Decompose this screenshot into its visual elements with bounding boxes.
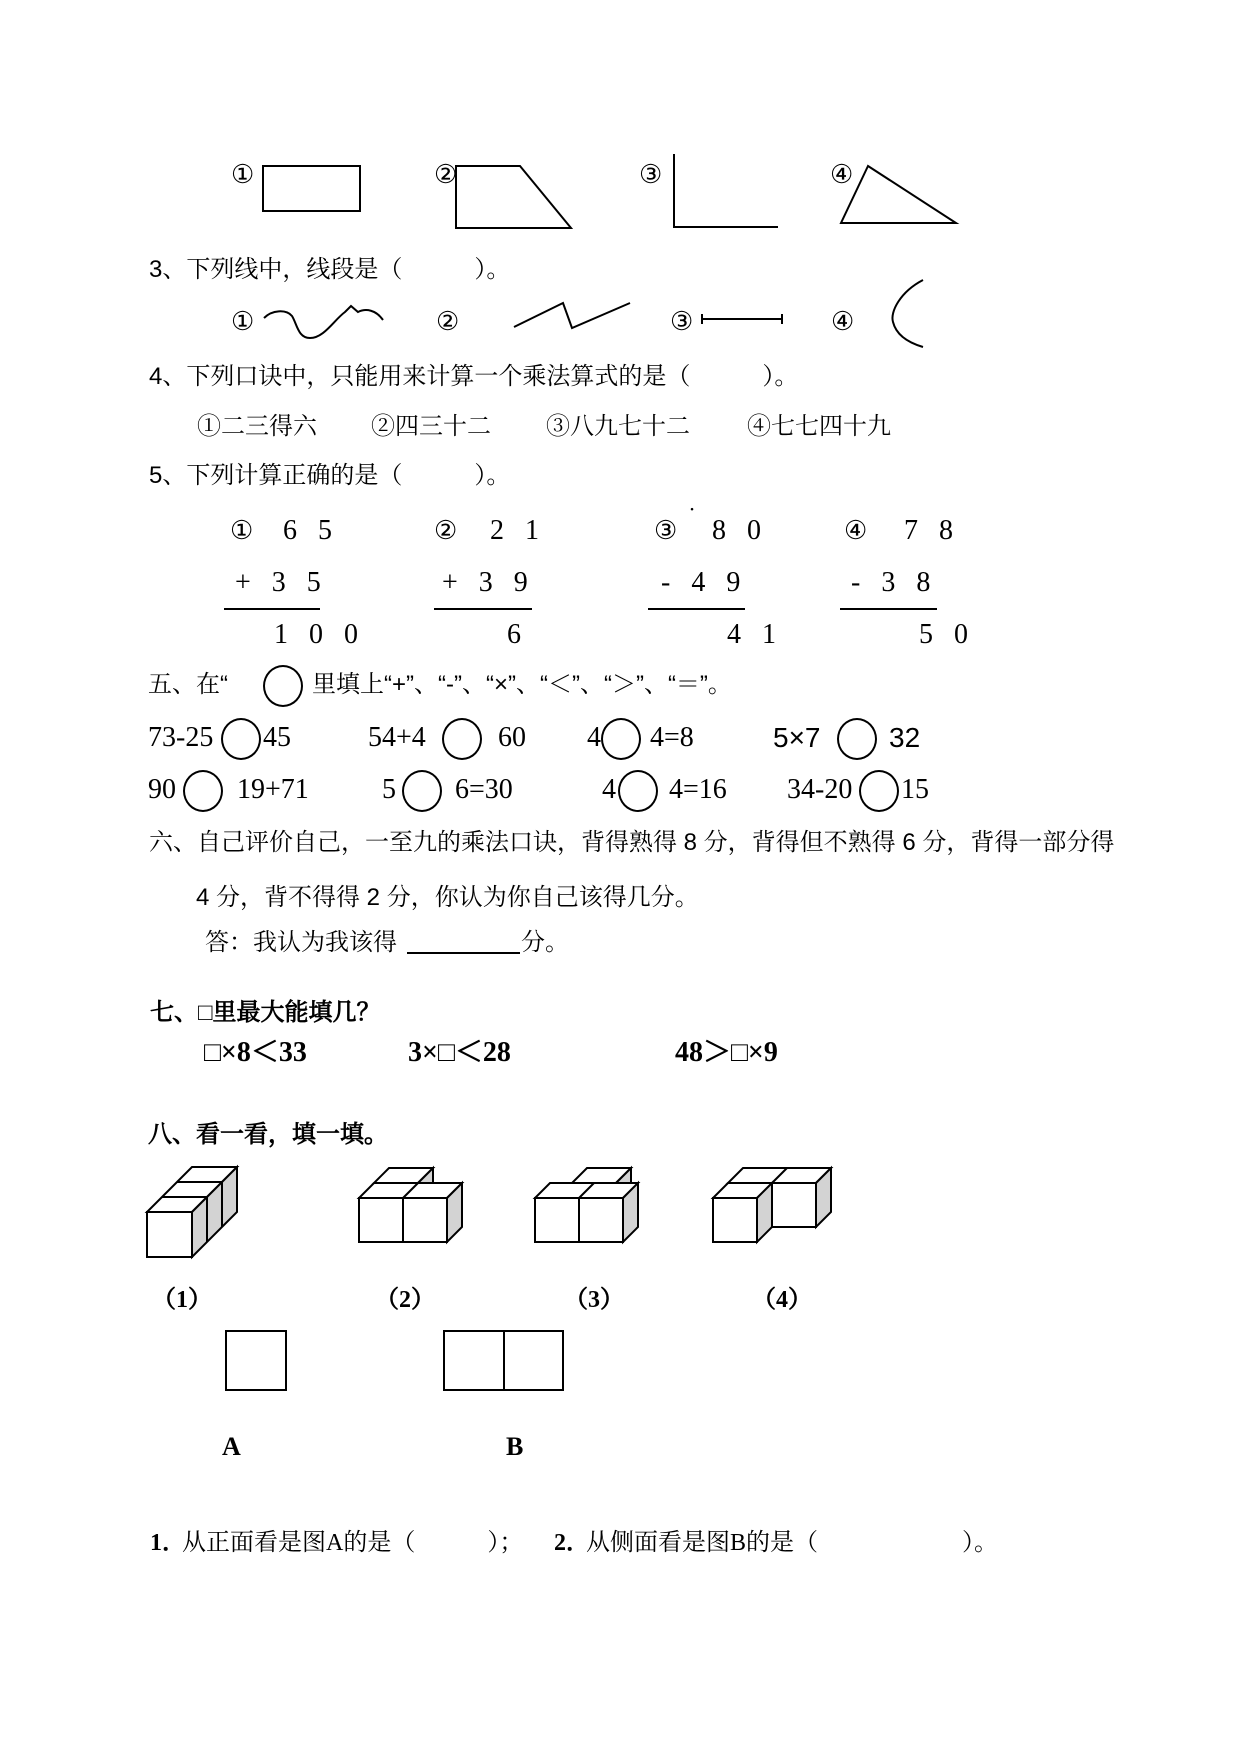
inequality-2: 3×□＜28 (408, 1037, 511, 1068)
section-6-answer-after: 分。 (521, 930, 569, 956)
compare-right: 45 (263, 722, 291, 753)
cube-figure-label-4: （4） (752, 1287, 812, 1313)
trapezoid-shape (456, 166, 571, 228)
q5-stray-mark: ˙ (688, 504, 696, 530)
compare-right: 4=8 (650, 722, 694, 753)
q5-operand-line: - 3 8 (851, 567, 938, 598)
compare-left: 54+4 (368, 722, 426, 753)
question-text: 从侧面看是图B的是（ ）。 (586, 1530, 999, 1556)
compare-right: 60 (498, 722, 526, 753)
answer-circle (859, 770, 899, 812)
inequality-3: 48＞□×9 (675, 1037, 778, 1068)
compare-left: 5 (382, 774, 396, 805)
cube-figure-3 (535, 1168, 638, 1242)
question-text: 从正面看是图A的是（ ）； (182, 1530, 524, 1556)
compare-left: 34-20 (787, 774, 853, 805)
view-label-b: B (506, 1432, 524, 1461)
compare-right: 6=30 (455, 774, 513, 805)
q5-top-number: 7 8 (904, 515, 960, 546)
curved-line (264, 306, 383, 338)
cube-figure-1 (147, 1167, 237, 1257)
figure-label-2: ② (434, 160, 458, 189)
compare-left: 73-25 (148, 722, 214, 753)
figure-label-1: ① (231, 160, 255, 189)
answer-circle (183, 770, 223, 812)
section-6-line-1: 六、自己评价自己，一至九的乘法口诀，背得熟得 8 分，背得但不熟得 6 分，背得一部分得 (149, 829, 1115, 856)
answer-circle (442, 718, 482, 760)
rectangle-shape (263, 166, 360, 211)
q3-option-label-4: ④ (831, 307, 855, 336)
q4-option-1: ①二三得六 (197, 414, 317, 440)
q5-top-number: 8 0 (712, 515, 768, 546)
broken-line (514, 303, 630, 328)
question-3-text: 3、下列线中，线段是（ ）。 (149, 256, 511, 283)
q4-option-2: ②四三十二 (371, 414, 491, 440)
inequality-1: □×8＜33 (204, 1037, 307, 1068)
q5-problem-label: ④ (844, 516, 868, 545)
q5-result: 5 0 (919, 619, 975, 650)
q5-problem-label: ③ (654, 516, 678, 545)
answer-circle (601, 718, 641, 760)
q5-result: 4 1 (727, 619, 783, 650)
q5-top-number: 2 1 (490, 515, 546, 546)
q5-operand-line: + 3 5 (235, 567, 328, 598)
figure-label-4: ④ (830, 160, 854, 189)
right-angle-shape (674, 154, 778, 227)
compare-left: 4 (602, 774, 616, 805)
section-5-heading-after: 里填上“+”、“-”、“×”、“＜”、“＞”、“＝”。 (312, 671, 732, 698)
compare-right: 32 (889, 722, 921, 753)
q4-option-4: ④七七四十九 (747, 414, 891, 440)
q5-top-number: 6 5 (283, 515, 339, 546)
section-7-heading: 七、□里最大能填几？ (150, 999, 381, 1026)
q3-option-label-3: ③ (670, 307, 694, 336)
section-8-heading: 八、看一看，填一填。 (148, 1121, 388, 1148)
question-5-text: 5、下列计算正确的是（ ）。 (149, 462, 511, 489)
line-segment (702, 314, 782, 324)
q5-problem-label: ② (434, 516, 458, 545)
section-5-heading-before: 五、在“ (148, 671, 228, 698)
answer-blank-line (407, 952, 520, 954)
compare-right: 15 (901, 774, 929, 805)
q3-option-label-1: ① (231, 307, 255, 336)
compare-left: 5×7 (773, 722, 821, 753)
triangle-shape (841, 166, 956, 223)
q5-result: 1 0 0 (274, 619, 365, 650)
section-6-answer-before: 答：我认为我该得 (205, 930, 397, 956)
answer-circle (402, 770, 442, 812)
answer-circle (618, 770, 658, 812)
cube-figure-label-3: （3） (564, 1287, 624, 1313)
question-number: 1． (150, 1530, 186, 1556)
section-6-line-2: 4 分，背不得得 2 分，你认为你自己该得几分。 (196, 884, 699, 911)
question-number: 2． (554, 1530, 590, 1556)
question-4-text: 4、下列口诀中，只能用来计算一个乘法算式的是（ ）。 (149, 363, 799, 390)
example-circle (263, 665, 303, 707)
view-b-shape (444, 1331, 563, 1390)
cube-figure-label-2: （2） (375, 1287, 435, 1313)
figure-label-3: ③ (639, 160, 663, 189)
compare-left: 4 (587, 722, 601, 753)
cube-figure-label-1: （1） (152, 1287, 212, 1313)
arc-line (892, 280, 923, 347)
q5-operand-line: - 4 9 (661, 567, 748, 598)
q3-option-label-2: ② (436, 307, 460, 336)
cube-figure-2 (359, 1168, 462, 1242)
view-a-shape (226, 1331, 286, 1390)
q5-result: 6 (507, 619, 528, 650)
cube-figure-4 (713, 1168, 831, 1242)
compare-right: 19+71 (237, 774, 309, 805)
q4-option-3: ③八九七十二 (546, 414, 690, 440)
answer-circle (837, 718, 877, 760)
q5-problem-label: ① (230, 516, 254, 545)
answer-circle (221, 718, 261, 760)
view-label-a: A (222, 1432, 241, 1461)
q5-operand-line: + 3 9 (442, 567, 535, 598)
compare-right: 4=16 (669, 774, 727, 805)
compare-left: 90 (148, 774, 176, 805)
